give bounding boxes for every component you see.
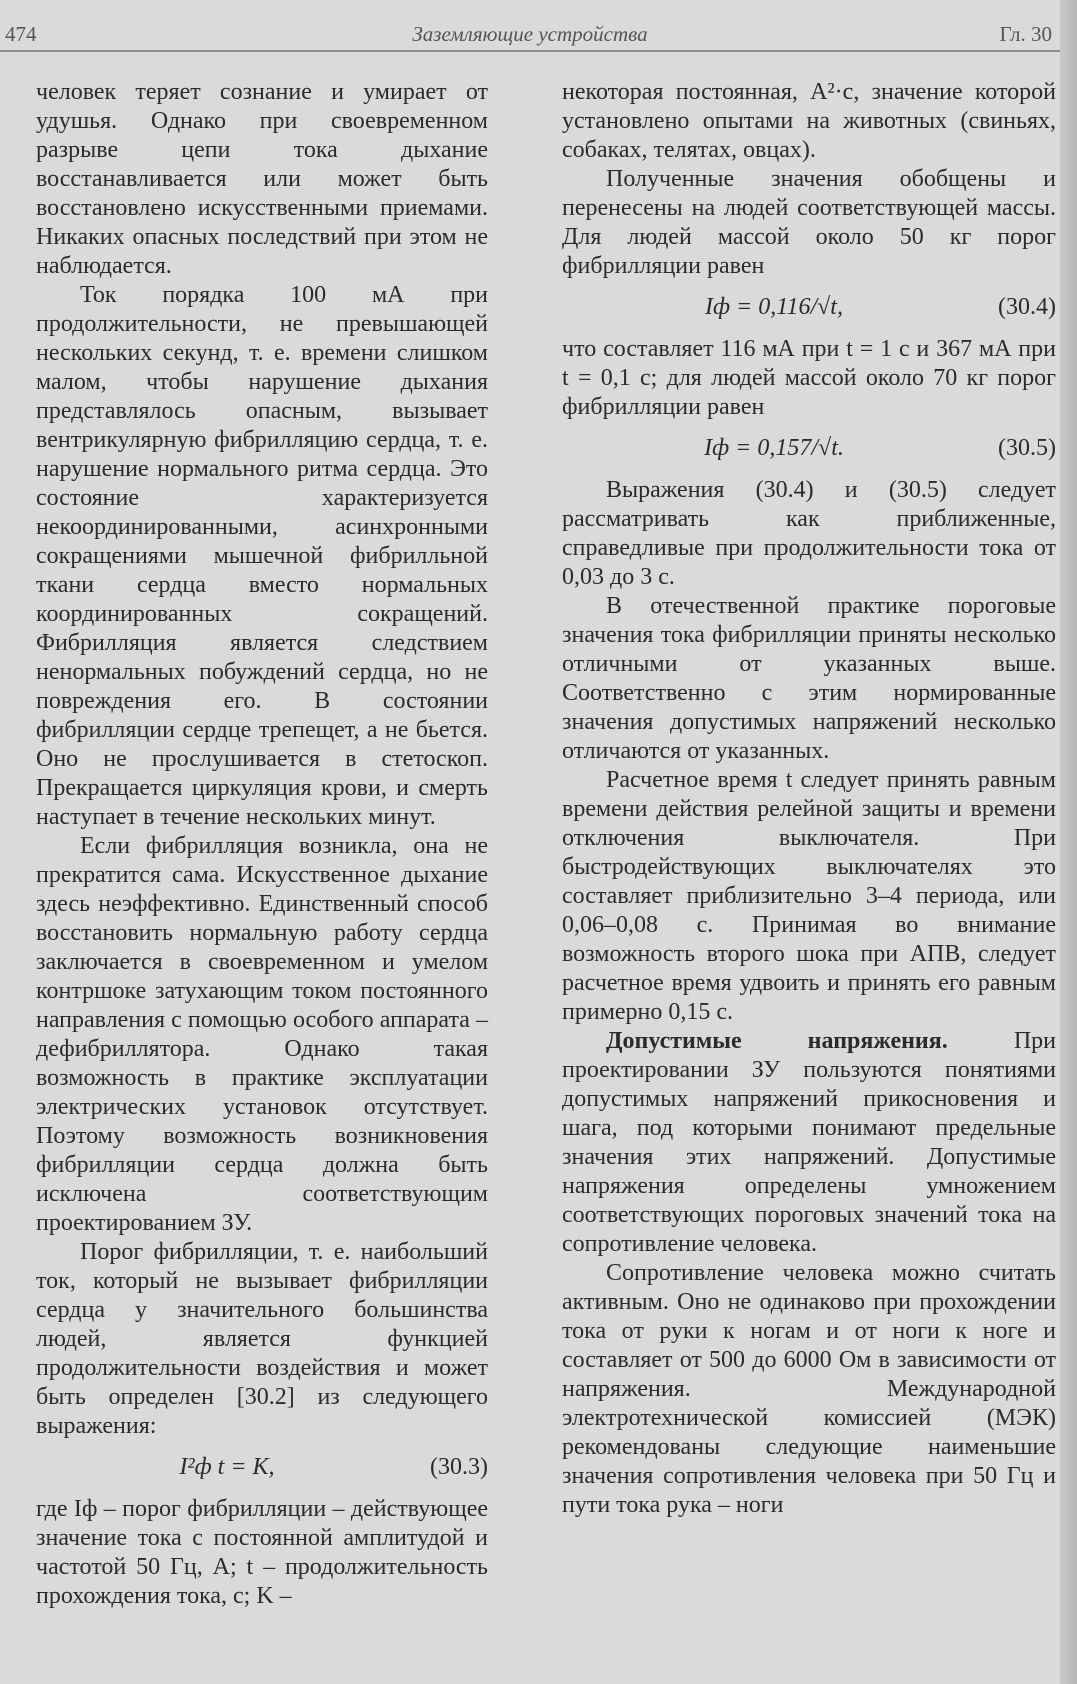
- paragraph: В отечественной практике пороговые значения тока фибрилляции приняты несколько отличными от указанных выше. Соответственно с этим нормированные значения допустимых напряжений несколько отличаются от указанных.: [562, 593, 1056, 764]
- paragraph: Порог фибрилляции, т. е. наибольший ток, который не вызывает фибрилляции сердца у значительного большинства людей, является функцией продолжительности воздействия и может быть определен [30.2] из следующего выражения:: [36, 1239, 488, 1439]
- formula-30-4: [562, 285, 1056, 329]
- formula-30-5: [562, 426, 1056, 470]
- paragraph-text: При проектировании ЗУ пользуются понятиями допустимых напряжений прикосновения и шага, под которыми понимают предельные значения этих напряжений. Допустимые напряжения определены умножением соответствующих пороговых значений тока на сопротивление человека.: [562, 1028, 1056, 1257]
- formula-30-3: [36, 1445, 488, 1489]
- formula-number: (30.3): [430, 1454, 488, 1480]
- scan-edge: [1060, 0, 1077, 1684]
- left-column: [36, 78, 488, 1611]
- paragraph: [562, 1027, 1056, 1259]
- paragraph: некоторая постоянная, А²·с, значение которой установлено опытами на животных (свиньях, собаках, телятах, овцах).: [562, 79, 1056, 163]
- paragraph: Ток порядка 100 мА при продолжительности, не превышающей нескольких секунд, т. е. времени слишком малом, чтобы нарушение дыхания представлялось опасным, вызывает вентрикулярную фибрилляцию сердца, т. е. нарушение нормального ритма сердца. Это состояние характеризуется некоординированными, асинхронными сокращениями мышечной фибрилльной ткани сердца вместо нормальных координированных сокращений. Фибрилляция является следствием ненормальных побуждений сердца, но не повреждения его. В состоянии фибрилляции сердце трепещет, а не бьется. Оно не прослушивается в стетоскоп. Прекращается циркуляция крови, и смерть наступает в течение нескольких минут.: [36, 282, 488, 830]
- formula-expression: Iф = 0,157/√t.: [704, 435, 844, 461]
- section-heading: Допустимые напряжения.: [606, 1028, 948, 1054]
- header-rule: [0, 50, 1060, 52]
- formula-expression: I²ф t = K,: [179, 1454, 275, 1480]
- running-title: Заземляющие устройства: [412, 22, 648, 46]
- page-header: [0, 14, 1060, 52]
- paragraph: Если фибрилляция возникла, она не прекратится сама. Искусственное дыхание здесь неэффективно. Единственный способ восстановить нормальную работу сердца заключается в своевременном и умелом контршоке затухающим током постоянного направления с помощью особого аппарата – дефибриллятора. Однако такая возможность в практике эксплуатации электрических установок отсутствует. Поэтому возможность возникновения фибрилляции сердца должна быть исключена соответствующим проектированием ЗУ.: [36, 833, 488, 1236]
- paragraph: где Iф – порог фибрилляции – действующее значение тока с постоянной амплитудой и частотой 50 Гц, А; t – продолжительность прохождения тока, с; K –: [36, 1496, 488, 1609]
- paragraph: Выражения (30.4) и (30.5) следует рассматривать как приближенные, справедливые при продолжительности тока от 0,03 до 3 с.: [562, 477, 1056, 590]
- paragraph: Полученные значения обобщены и перенесены на людей соответствующей массы. Для людей массой около 50 кг порог фибрилляции равен: [562, 166, 1056, 279]
- paragraph: Сопротивление человека можно считать активным. Оно не одинаково при прохождении тока от руки к ногам и от ноги к ноге и составляет от 500 до 6000 Ом в зависимости от напряжения. Международной электротехнической комиссией (МЭК) рекомендованы следующие наименьшие значения сопротивления человека при 50 Гц и пути тока рука – ноги: [562, 1260, 1056, 1518]
- formula-number: (30.4): [998, 294, 1056, 320]
- paragraph: человек теряет сознание и умирает от удушья. Однако при своевременном разрыве цепи тока дыхание восстанавливается или может быть восстановлено искусственными приемами. Никаких опасных последствий при этом не наблюдается.: [36, 79, 488, 279]
- paragraph: что составляет 116 мА при t = 1 с и 367 мА при t = 0,1 с; для людей массой около 70 кг порог фибрилляции равен: [562, 336, 1056, 420]
- formula-expression: Iф = 0,116/√t,: [705, 294, 843, 320]
- right-column: [562, 78, 1056, 1520]
- paragraph: Расчетное время t следует принять равным времени действия релейной защиты и времени отключения выключателя. При быстродействующих выключателях это составляет приблизительно 3–4 периода, или 0,06–0,08 с. Принимая во внимание возможность второго шока при АПВ, следует расчетное время удвоить и принять его равным примерно 0,15 с.: [562, 767, 1056, 1025]
- formula-number: (30.5): [998, 435, 1056, 461]
- chapter-label: Гл. 30: [999, 22, 1052, 46]
- page-number: 474: [5, 22, 37, 46]
